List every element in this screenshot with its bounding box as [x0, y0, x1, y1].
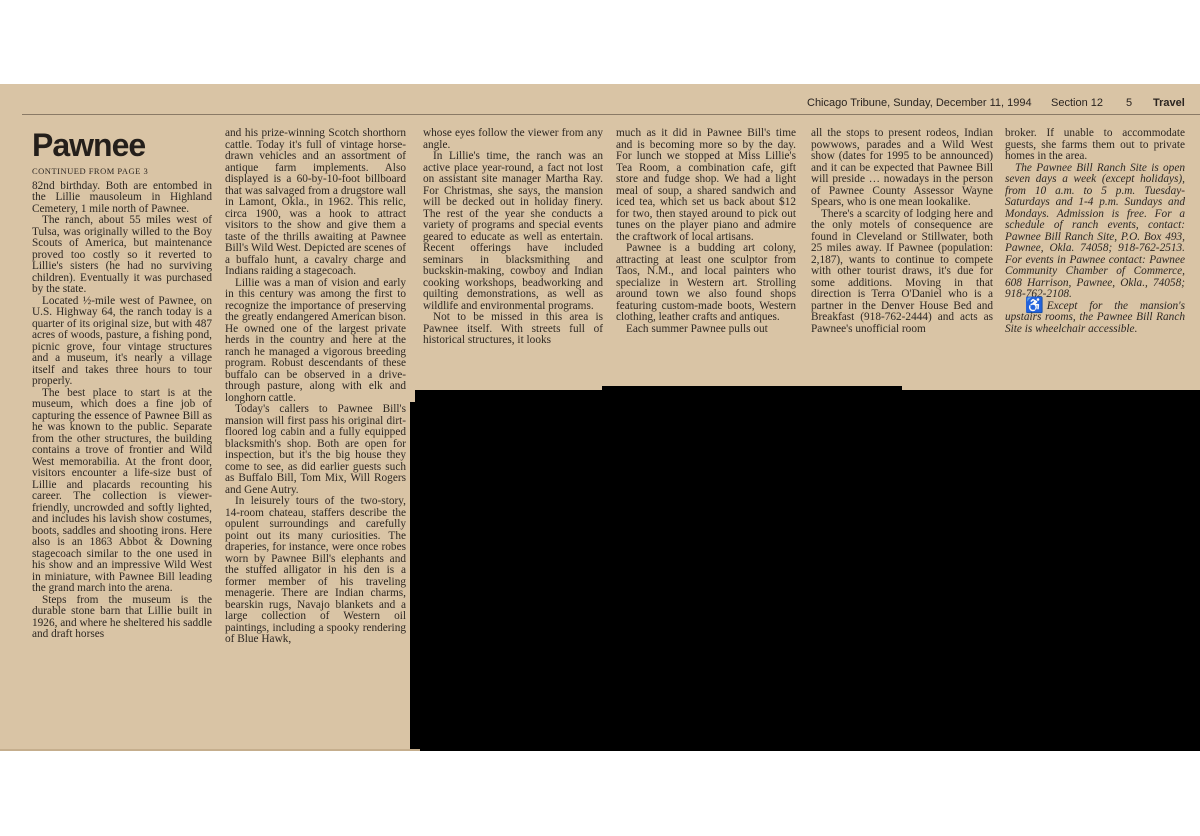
- paragraph: Each summer Pawnee pulls out: [626, 322, 768, 335]
- paragraph: 82nd birthday. Both are entombed in the Lillie mausoleum in Highland Cemetery, 1 mile north of Pawnee.: [32, 179, 212, 215]
- paragraph: Not to be missed in this area is Pawnee itself. With streets full of historical structures, it looks: [423, 311, 603, 346]
- info-box: The Pawnee Bill Ranch Site is open seven days a week (except holidays), from 10 a.m. to 5 p.m. Tuesday-Saturdays and 1-4 p.m. Sundays and Mondays. Admission is free. For a schedule of ranch events, contact: Pawnee Bill Ranch Site, P.O. Box 493, Pawnee, Okla. 74058; 918-762-2513. For events in Pawnee contact: Pawnee Community Chamber of Commerce, 608 Harrison, Pawnee, Okla., 74058; 918-762-2108.: [1005, 161, 1185, 300]
- paragraph: There's a scarcity of lodging here and the only motels of consequence are found in Cleveland or Stillwater, both 25 miles away. If Pawnee (population: 2,187), wants to continue to compete with other tourist draws, it's due for some additions. Moving in that direction is Terra O'Daniel who is a partner in the Denver House Bed and Breakfast (918-762-2444) and acts as Pawnee's unofficial room: [811, 207, 993, 335]
- paragraph: broker. If unable to accommodate guests, she farms them out to private homes in the area.: [1005, 127, 1185, 162]
- paragraph: In Lillie's time, the ranch was an active place year-round, a fact not lost on assistant site manager Martha Ray. For Christmas, she says, the mansion will be decked out in holiday finery. The rest of the year she conducts a variety of programs and special events geared to educate as well as entertain. Recent offerings have included seminars in blacksmithing and buckskin-making, cowboy and Indian cooking workshops, beadworking and quilting demonstrations, as well as wildlife and environmental programs.: [423, 150, 603, 312]
- accessibility-text: Except for the mansion's upstairs rooms, the Pawnee Bill Ranch Site is wheelchair accessible.: [1005, 299, 1185, 335]
- clipping-edge: [0, 749, 420, 751]
- article-column-5: [811, 128, 993, 335]
- paragraph: all the stops to present rodeos, Indian powwows, parades and a Wild West show (dates for 1995 to be announced) and it can be expected that Pawnee Bill will preside … nowadays in the person of Pawnee County Assessor Wayne Spears, who is one mean lookalike.: [811, 127, 993, 208]
- paragraph: The ranch, about 55 miles west of Tulsa, was originally willed to the Boy Scouts of America, but maintenance proved too costly so it reverted to Lillie's sisters (he had no surviving children). Eventually it was purchased by the state.: [32, 214, 212, 295]
- paper-date: Chicago Tribune, Sunday, December 11, 1994: [807, 97, 1032, 109]
- redaction-block: [415, 390, 1200, 751]
- article-column-4: [616, 128, 796, 335]
- accessibility-note: [1005, 297, 1185, 336]
- article-title: Pawnee: [32, 127, 146, 163]
- paragraph: whose eyes follow the viewer from any angle.: [423, 127, 603, 151]
- paragraph: Steps from the museum is the durable stone barn that Lillie built in 1926, and where he sheltered his saddle and draft horses: [32, 593, 212, 640]
- paragraph: Located ½-mile west of Pawnee, on U.S. Highway 64, the ranch today is a quarter of its original size, but with 487 acres of woods, pasture, a fishing pond, picnic grove, four vintage structures and a museum, it's nearly a village itself and takes three hours to tour properly.: [32, 294, 212, 387]
- redaction-block: [410, 402, 420, 751]
- paragraph: much as it did in Pawnee Bill's time and is becoming more so by the day. For lunch we stopped at Miss Lillie's Tea Room, a combination cafe, gift store and fudge shop. We had a light meal of soup, a shared sandwich and iced tea, which set us back about $12 for two, then stayed around to pick out tunes on the player piano and admire the craftwork of local artisans.: [616, 127, 796, 243]
- paragraph: In leisurely tours of the two-story, 14-room chateau, staffers describe the opulent surroundings and carefully point out its many curiosities. The draperies, for instance, were once robes worn by Pawnee Bill's elephants and the stuffed alligator in his den is a former member of his traveling menagerie. There are Indian charms, bearskin rugs, Navajo blankets and a large collection of Western oil paintings, including a spooky rendering of Blue Hawk,: [225, 495, 406, 645]
- page-header: [0, 97, 1200, 111]
- article-column-1: [32, 128, 212, 641]
- paragraph: Today's callers to Pawnee Bill's mansion will first pass his original dirt-floored log cabin and a fully equipped blacksmith's shop. Both are open for inspection, but it's the big house they come to see, as did earlier guests such as Buffalo Bill, Tom Mix, Will Rogers and Gene Autry.: [225, 403, 406, 496]
- wheelchair-icon: ♿: [1025, 297, 1044, 314]
- paragraph: and his prize-winning Scotch shorthorn cattle. Today it's full of vintage horse-drawn vehicles and an assortment of antique farm implements. Also displayed is a 60-by-10-foot billboard that was salvaged from a drugstore wall in Lamont, Okla., in 1962. This relic, circa 1900, was a hook to attract visitors to the show and give them a taste of the thrills awaiting at Pawnee Bill's Wild West. Depicted are scenes of a buffalo hunt, a cavalry charge and Indians raiding a stagecoach.: [225, 127, 406, 277]
- paragraph: Lillie was a man of vision and early in this century was among the first to recognize the importance of preserving the greatly endangered American bison. He owned one of the largest private herds in the country and here at the ranch he managed a vigorous breeding program. Robust descendants of these buffalo can be observed in a drive-through pasture, along with elk and longhorn cattle.: [225, 276, 406, 404]
- continued-label: CONTINUED FROM PAGE 3: [32, 166, 149, 176]
- paragraph: Pawnee is a budding art colony, attracting at least one sculptor from Taos, N.M., and local painters who specialize in Western art. Strolling around town we also found shops featuring custom-made boots, Western clothing, leather crafts and antiques.: [616, 242, 796, 323]
- paragraph: The best place to start is at the museum, which does a fine job of capturing the essence of Pawnee Bill as he was known to the public. Separate from the other structures, the building contains a trove of frontier and Wild West memorabilia. At the front door, visitors encounter a life-size bust of Lillie and placards recounting his career. The collection is viewer-friendly, uncrowded and softly lighted, and includes his lavish show costumes, boots, saddles and shooting irons. Here also is an 1863 Abbot & Downing stagecoach similar to the one used in his show and an impressive Wild West in miniature, with Pawnee Bill leading the grand march into the arena.: [32, 386, 212, 594]
- section-label: Section 12: [1051, 97, 1103, 109]
- newspaper-clipping: [0, 84, 1200, 751]
- article-column-6: [1005, 128, 1185, 335]
- article-column-2: [225, 128, 406, 646]
- header-rule: [22, 114, 1200, 115]
- travel-label: Travel: [1153, 97, 1185, 109]
- article-column-3: [423, 128, 603, 347]
- redaction-block: [602, 386, 902, 394]
- page-number: 5: [1126, 97, 1133, 109]
